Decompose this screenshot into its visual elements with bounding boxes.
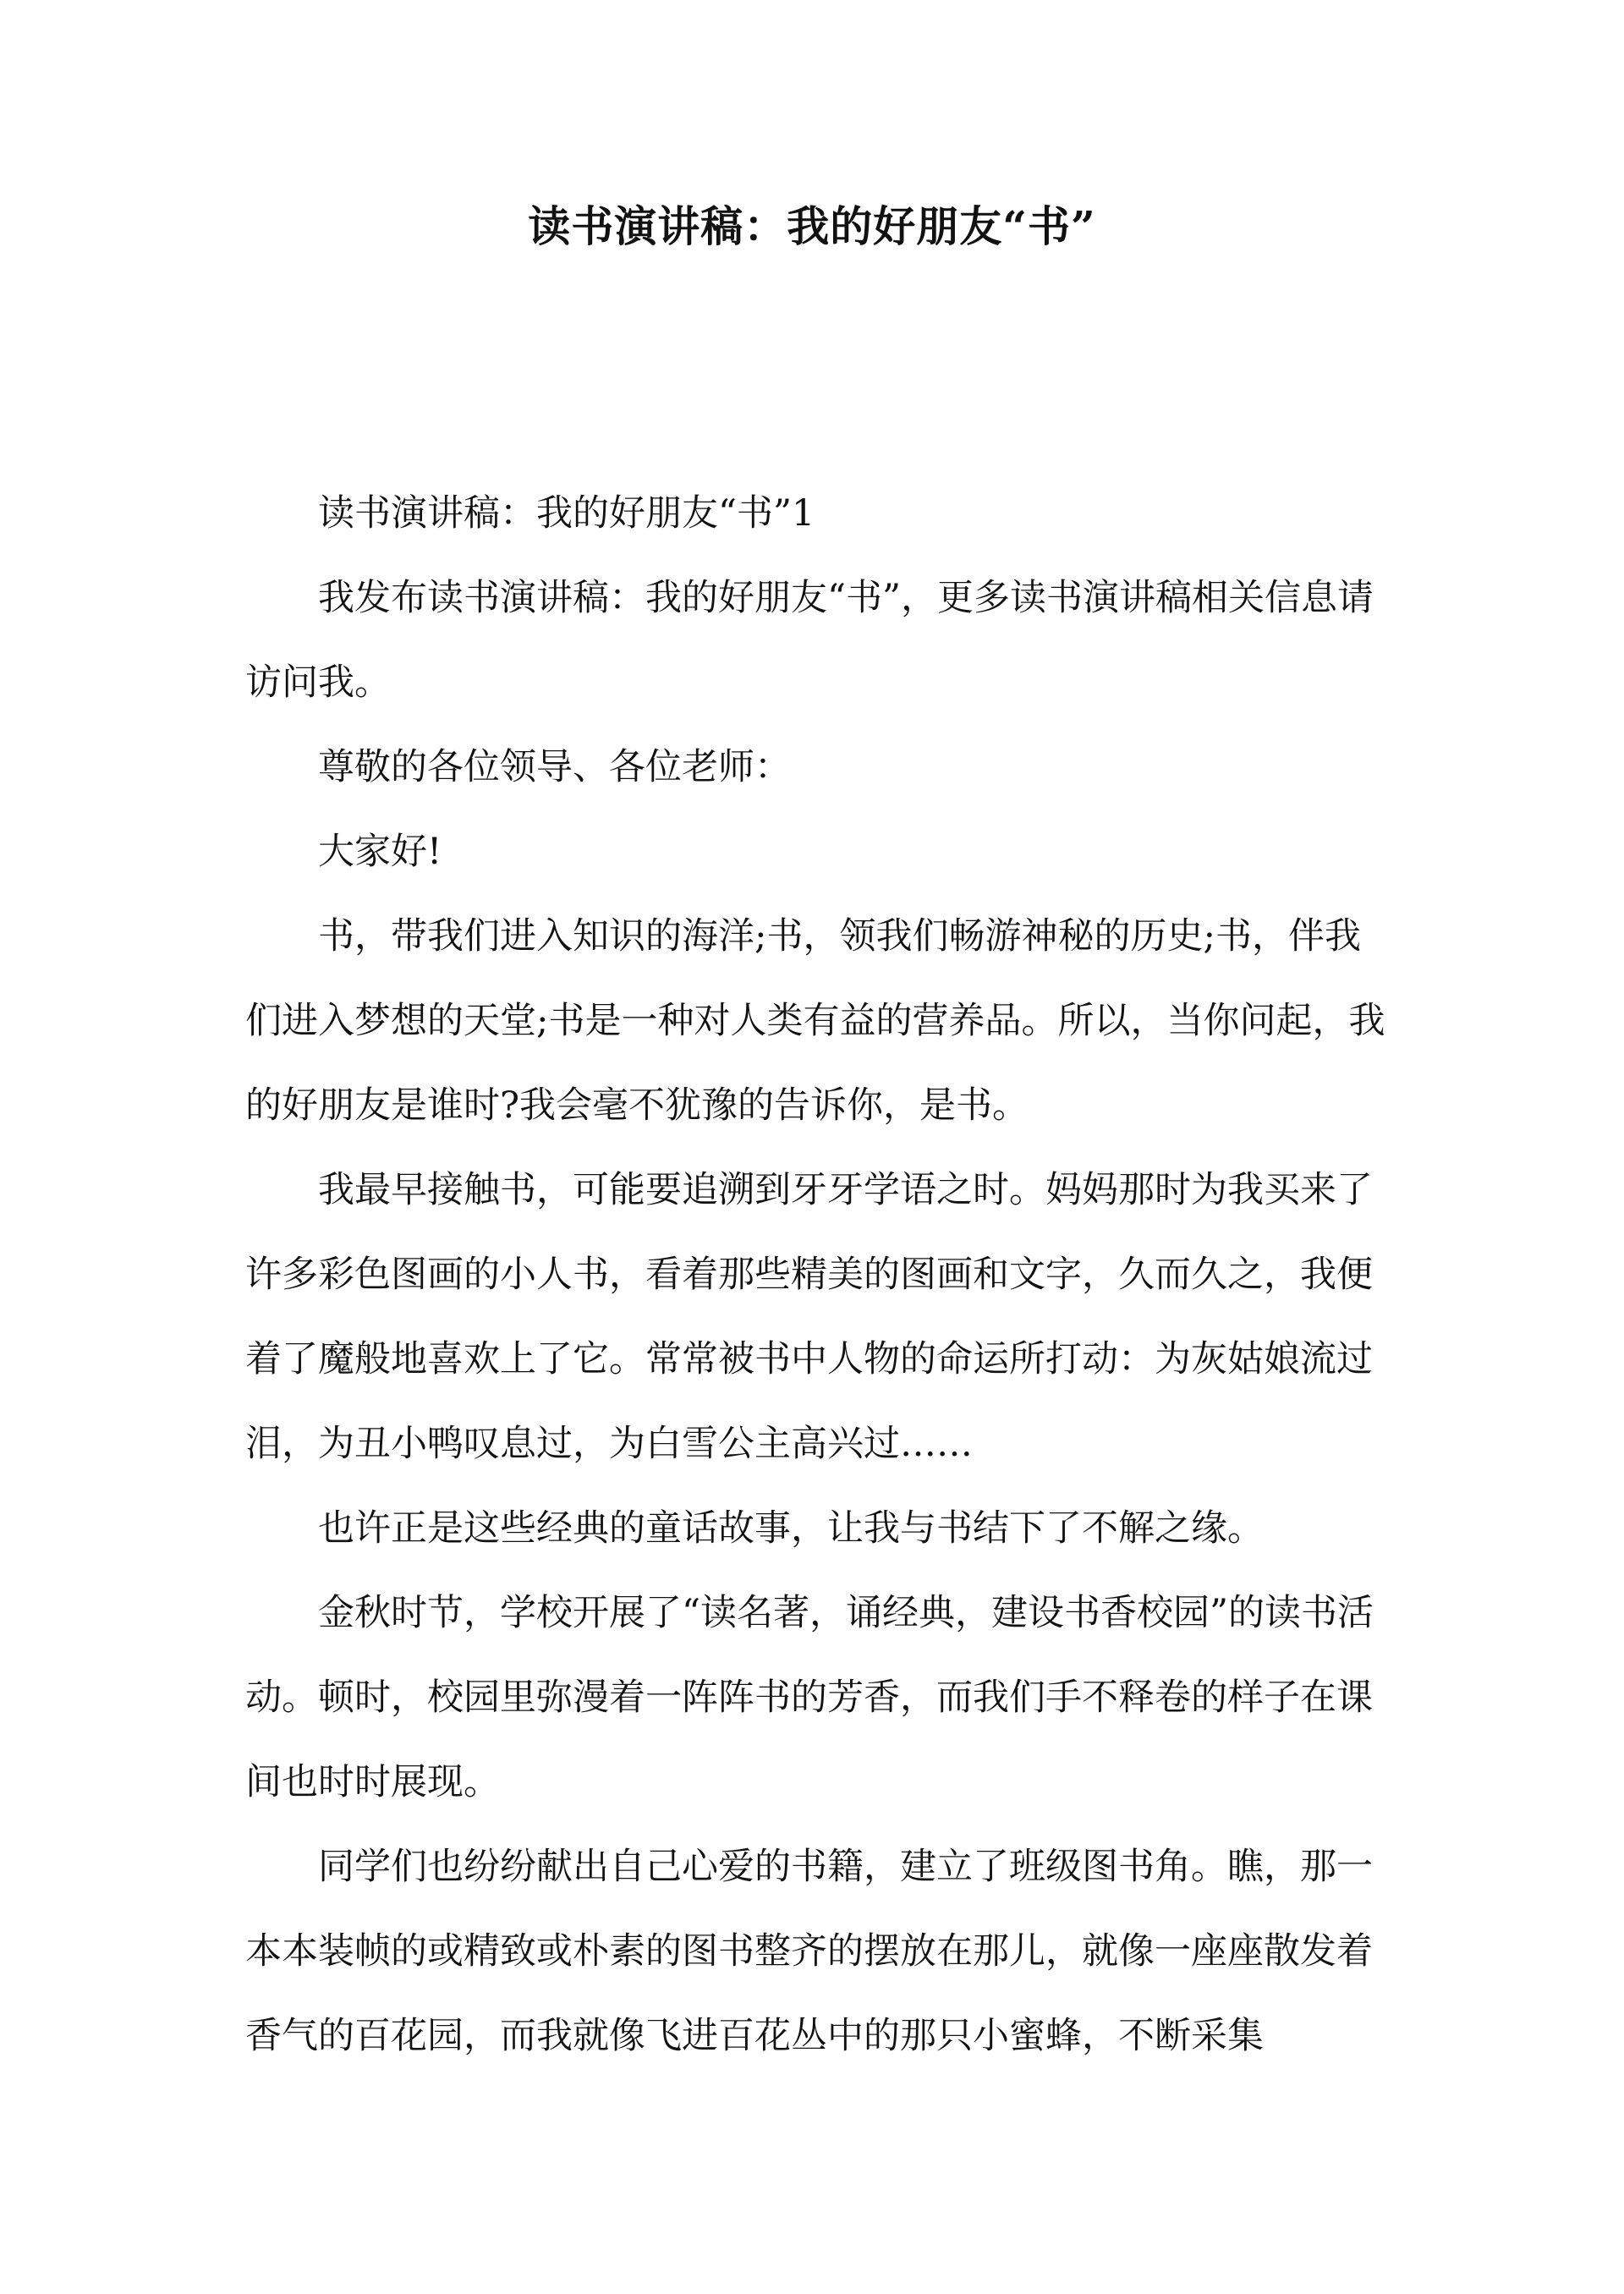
document-title: 读书演讲稿：我的好朋友“书” [528, 201, 1096, 251]
document-body [245, 471, 1387, 2078]
paragraph: 尊敬的各位领导、各位老师： [318, 746, 791, 788]
paragraph: 我发布读书演讲稿：我的好朋友“书”，更多读书演讲稿相关信息请访问我。 [245, 577, 1374, 704]
paragraph: 书，带我们进入知识的海洋;书，领我们畅游神秘的历史;书，伴我们进入梦想的天堂;书是一种对人类有益的营养品。所以，当你问起，我的好朋友是谁时?我会毫不犹豫的告诉你，是书。 [245, 915, 1385, 1127]
paragraph: 大家好! [318, 831, 442, 873]
paragraph: 也许正是这些经典的童话故事，让我与书结下了不解之缘。 [318, 1507, 1264, 1550]
paragraph: 同学们也纷纷献出自己心爱的书籍，建立了班级图书角。瞧，那一本本装帧的或精致或朴素的图书整齐的摆放在那儿，就像一座座散发着香气的百花园，而我就像飞进百花丛中的那只小蜜蜂，不断采集 [245, 1846, 1373, 2057]
paragraph: 读书演讲稿：我的好朋友“书”1 [318, 492, 815, 535]
paragraph: 我最早接触书，可能要追溯到牙牙学语之时。妈妈那时为我买来了许多彩色图画的小人书，看着那些精美的图画和文字，久而久之，我便着了魔般地喜欢上了它。常常被书中人物的命运所打动：为灰姑娘流过泪，为丑小鸭叹息过，为白雪公主高兴过…… [245, 1169, 1373, 1465]
paragraph: 金秋时节，学校开展了“读名著，诵经典，建设书香校园”的读书活动。顿时，校园里弥漫着一阵阵书的芳香，而我们手不释卷的样子在课间也时时展现。 [245, 1592, 1374, 1803]
